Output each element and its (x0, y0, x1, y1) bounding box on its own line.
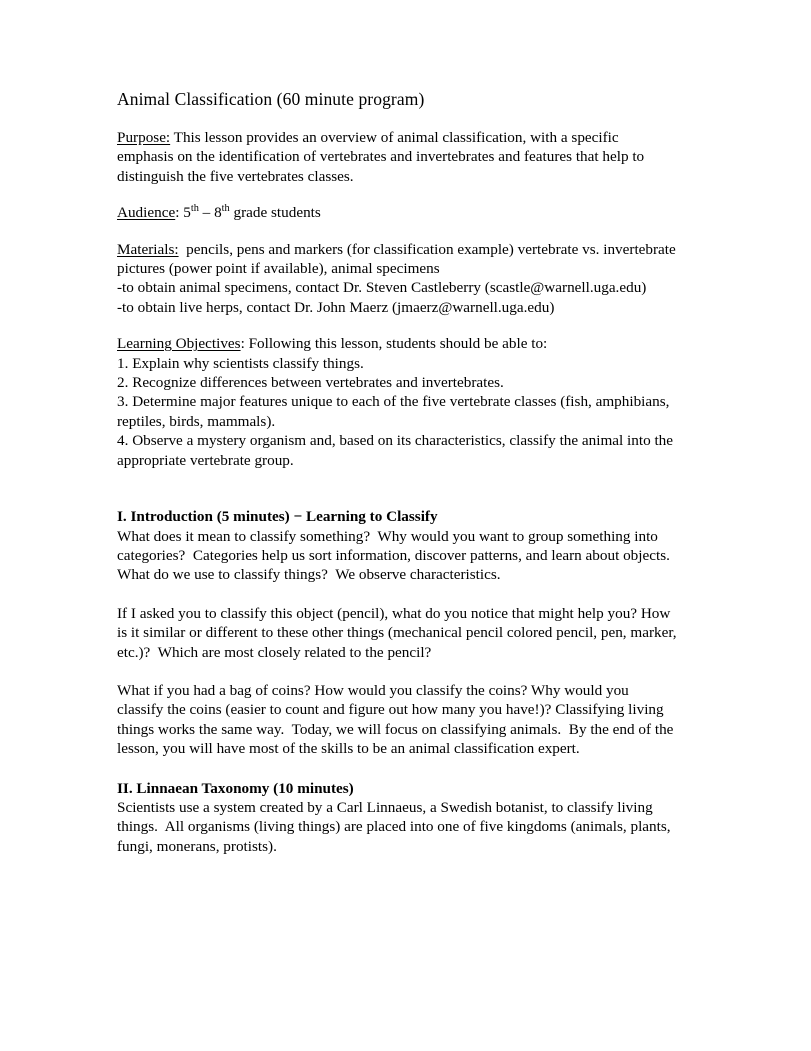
purpose-paragraph (117, 128, 677, 186)
learning-objective-item: 4. Observe a mystery organism and, based on its characteristics, classify the animal into the appropriate vertebrate group. (117, 432, 677, 469)
learning-objectives-intro (117, 334, 677, 353)
section-heading-linnaean-taxonomy: II. Linnaean Taxonomy (10 minutes) (117, 779, 354, 797)
audience-label: Audience (117, 204, 176, 222)
learning-objective-item: 1. Explain why scientists classify things. (117, 354, 364, 372)
materials-contact-herps: -to obtain live herps, contact Dr. John Maerz (jmaerz@warnell.uga.edu) (117, 298, 555, 316)
section-paragraph: If I asked you to classify this object (pencil), what do you notice that might help you? How is it similar or different to these other things (mechanical pencil colored pencil, pen, marker, etc.)? Which are most closely related to the pencil? (117, 604, 681, 661)
audience-grade-end-suffix: th (221, 203, 230, 215)
materials-text: pencils, pens and markers (for classification example) vertebrate vs. invertebrate pictures (power point if available), animal specimens (117, 240, 680, 278)
page-title: Animal Classification (60 minute program) (117, 89, 425, 109)
materials-contact-specimens: -to obtain animal specimens, contact Dr. Steven Castleberry (scastle@warnell.uga.edu) (117, 279, 647, 297)
learning-objectives-intro-text: : Following this lesson, students should be able to: (240, 335, 548, 353)
section-spacer (117, 759, 677, 779)
section-paragraph: What does it mean to classify something? Why would you want to group something into categories? Categories help us sort information, discover patterns, and learn about objects. What do we use to classify things? We observe characteristics. (117, 527, 678, 584)
audience-dash: – (198, 204, 215, 222)
paragraph-spacer (117, 585, 677, 604)
learning-objectives-label: Learning Objectives (117, 335, 241, 353)
audience-colon: : (175, 204, 184, 222)
audience-grade-start: 5 (183, 204, 191, 222)
section-paragraph: What if you had a bag of coins? How would you classify the coins? Why would you classify the coins (easier to count and figure out how many you have!)? Classifying living things works the same way. Today, we will focus on classifying animals. By the end of the lesson, you will have most of the skills to be an animal classification expert. (117, 681, 678, 758)
audience-grade-start-suffix: th (190, 203, 199, 215)
paragraph-spacer (117, 662, 677, 681)
learning-objective-item: 2. Recognize differences between vertebrates and invertebrates. (117, 374, 504, 392)
section-spacer (117, 487, 677, 507)
section-paragraph: Scientists use a system created by a Carl Linnaeus, a Swedish botanist, to classify living things. All organisms (living things) are placed into one of five kingdoms (animals, plants, fungi, monerans, protists). (117, 798, 675, 855)
materials-paragraph (117, 240, 680, 279)
audience-grade-end: 8 (214, 204, 222, 222)
learning-objective-item: 3. Determine major features unique to each of the five vertebrate classes (fish, amphibians, reptiles, birds, mammals). (117, 393, 674, 430)
materials-label: Materials: (117, 240, 179, 258)
purpose-text: This lesson provides an overview of animal classification, with a specific emphasis on the identification of vertebrates and invertebrates and features that help to distinguish the five vertebrates classes. (117, 129, 648, 185)
purpose-label: Purpose: (117, 129, 171, 146)
section-heading-introduction: I. Introduction (5 minutes) − Learning to Classify (117, 508, 438, 526)
audience-paragraph (117, 203, 677, 222)
audience-suffix: grade students (229, 204, 321, 222)
